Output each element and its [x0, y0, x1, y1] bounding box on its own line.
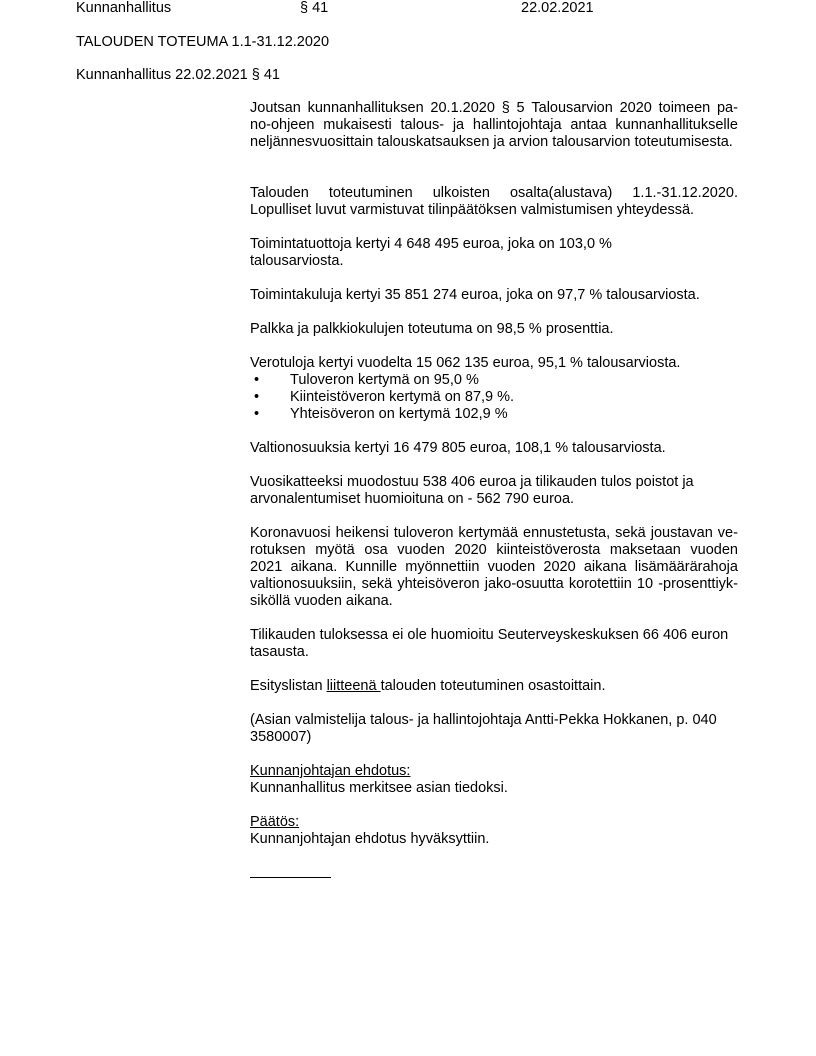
closing-divider — [250, 877, 331, 878]
proposal-section — [250, 763, 738, 797]
annual-margin-line-2: arvonalentumiset huomioituna on - 562 790 euroa. — [250, 491, 575, 507]
word: vuoden — [397, 542, 445, 558]
word: osalta(alustava) — [509, 185, 613, 201]
word: vuoden — [487, 559, 536, 575]
header-body: Kunnanhallitus — [76, 0, 172, 16]
word: ve- — [717, 525, 738, 541]
decision-heading: Päätös: — [250, 814, 300, 830]
word: sekä — [615, 525, 646, 541]
tax-income-text: Verotuloja kertyi vuodelta 15 062 135 euroa, 95,1 % talousarviosta. — [250, 355, 681, 371]
word: 1.1.-31.12.2020. — [632, 185, 738, 201]
word: 20.1.2020 — [430, 100, 495, 116]
header-date: 22.02.2021 — [521, 0, 594, 16]
header-section: § 41 — [300, 0, 329, 16]
word: aikana — [583, 559, 627, 575]
word: Kunnille — [345, 559, 398, 575]
word: sekä — [361, 576, 393, 592]
intro-line-1 — [250, 100, 738, 117]
attachment-line — [250, 678, 738, 695]
operating-costs-paragraph — [250, 287, 738, 304]
word: pa- — [716, 100, 738, 116]
word: myötä — [315, 542, 355, 558]
word: osa — [364, 542, 388, 558]
corona-line-2 — [250, 542, 738, 559]
word: Talousarvion — [531, 100, 613, 116]
corona-paragraph — [250, 525, 738, 610]
word: 2021 — [250, 559, 283, 575]
wages-text: Palkka ja palkkiokulujen toteutuma on 98,5 % prosenttia. — [250, 321, 614, 337]
word: mukaisesti — [323, 117, 392, 133]
tax-bullet-item — [250, 389, 738, 406]
annual-margin-line-1: Vuosikatteeksi muodostuu 538 406 euroa ja tilikauden tulos poistot ja — [250, 474, 694, 490]
word: korotettiin — [568, 576, 632, 592]
attachment-text-after: talouden toteutuminen osastoittain. — [380, 678, 606, 694]
tax-bullet-item — [250, 406, 738, 423]
tax-bullet-text: Kiinteistöveron kertymä on 87,9 %. — [290, 389, 515, 405]
word: Koronavuosi — [250, 525, 331, 541]
word: lisämäärärahoja — [634, 559, 738, 575]
word: yhteisöveron — [397, 576, 480, 592]
word: kertymää — [458, 525, 519, 541]
wages-paragraph — [250, 321, 738, 338]
document-title: TALOUDEN TOTEUMA 1.1-31.12.2020 — [76, 34, 330, 50]
word: maksetaan — [609, 542, 681, 558]
tax-bullet-text: Yhteisöveron on kertymä 102,9 % — [290, 406, 508, 422]
operating-income-line-2: talousarviosta. — [250, 253, 344, 269]
proposal-heading: Kunnanjohtajan ehdotus: — [250, 763, 411, 779]
word: jako-osuutta — [484, 576, 564, 592]
preparer-line-2: 3580007) — [250, 729, 312, 745]
corona-line-3 — [250, 559, 738, 576]
word: § — [501, 100, 510, 116]
meeting-reference: Kunnanhallitus 22.02.2021 § 41 — [76, 67, 280, 83]
intro-paragraph — [250, 100, 738, 151]
corona-line-1 — [250, 525, 738, 542]
word: myönnettiin — [405, 559, 480, 575]
attachment-paragraph — [250, 678, 738, 695]
word: 10 — [636, 576, 654, 592]
corona-line-4 — [250, 576, 738, 593]
word: -prosenttiyk- — [658, 576, 738, 592]
word: valtionosuuksiin, — [250, 576, 357, 592]
word: no-ohjeen — [250, 117, 315, 133]
attachment-link[interactable]: liitteenä — [326, 678, 381, 694]
word: 2020 — [543, 559, 576, 575]
bullet-icon: • — [254, 372, 260, 388]
health-center-paragraph — [250, 627, 738, 661]
word: tuloveron — [393, 525, 454, 541]
realization-paragraph — [250, 185, 738, 219]
tax-income-paragraph — [250, 355, 738, 423]
word: vuoden — [690, 542, 738, 558]
health-center-line-1: Tilikauden tuloksessa ei ole huomioitu Seuterveyskeskuksen 66 406 euron — [250, 627, 729, 643]
word: ulkoisten — [432, 185, 490, 201]
operating-income-line-1: Toimintatuottoja kertyi 4 648 495 euroa, joka on 103,0 % — [250, 236, 612, 252]
word: kunnanhallitukselle — [615, 117, 738, 133]
state-subsidies-paragraph — [250, 440, 738, 457]
realization-line-2: Lopulliset luvut varmistuvat tilinpäätöksen valmistumisen yhteydessä. — [250, 202, 695, 218]
word: kunnanhallituksen — [307, 100, 424, 116]
intro-line-2 — [250, 117, 738, 134]
tax-bullet-text: Tuloveron kertymä on 95,0 % — [290, 372, 479, 388]
decision-text: Kunnanjohtajan ehdotus hyväksyttiin. — [250, 831, 490, 847]
word: joustavan — [650, 525, 713, 541]
proposal-text: Kunnanhallitus merkitsee asian tiedoksi. — [250, 780, 508, 796]
corona-line-5: siköllä vuoden aikana. — [250, 593, 393, 609]
word: antaa — [570, 117, 607, 133]
word: hallintojohtaja — [472, 117, 562, 133]
annual-margin-paragraph — [250, 474, 738, 508]
word: Joutsan — [250, 100, 301, 116]
word: rotuksen — [250, 542, 306, 558]
preparer-paragraph — [250, 712, 738, 746]
decision-section — [250, 814, 738, 848]
bullet-icon: • — [254, 406, 260, 422]
realization-line-1 — [250, 185, 738, 202]
attachment-text-before: Esityslistan — [250, 678, 327, 694]
operating-costs-text: Toimintakuluja kertyi 35 851 274 euroa, joka on 97,7 % talousarviosta. — [250, 287, 700, 303]
word: toteutuminen — [328, 185, 413, 201]
bullet-icon: • — [254, 389, 260, 405]
operating-income-paragraph — [250, 236, 738, 270]
word: 5 — [516, 100, 525, 116]
word: Talouden — [250, 185, 309, 201]
health-center-line-2: tasausta. — [250, 644, 309, 660]
state-subsidies-text: Valtionosuuksia kertyi 16 479 805 euroa, 108,1 % talousarviosta. — [250, 440, 666, 456]
preparer-line-1: (Asian valmistelija talous- ja hallintojohtaja Antti-Pekka Hokkanen, p. 040 — [250, 712, 717, 728]
word: talous- — [400, 117, 445, 133]
word: ja — [452, 117, 465, 133]
intro-line-3: neljännesvuosittain talouskatsauksen ja arvion talousarvion toteutumisesta. — [250, 134, 733, 150]
word: ennustetusta, — [523, 525, 611, 541]
word: heikensi — [335, 525, 389, 541]
tax-bullet-item — [250, 372, 738, 389]
word: kiinteistöverosta — [496, 542, 601, 558]
word: aikana. — [290, 559, 338, 575]
word: 2020 — [619, 100, 652, 116]
word: 2020 — [454, 542, 487, 558]
word: toimeen — [658, 100, 711, 116]
